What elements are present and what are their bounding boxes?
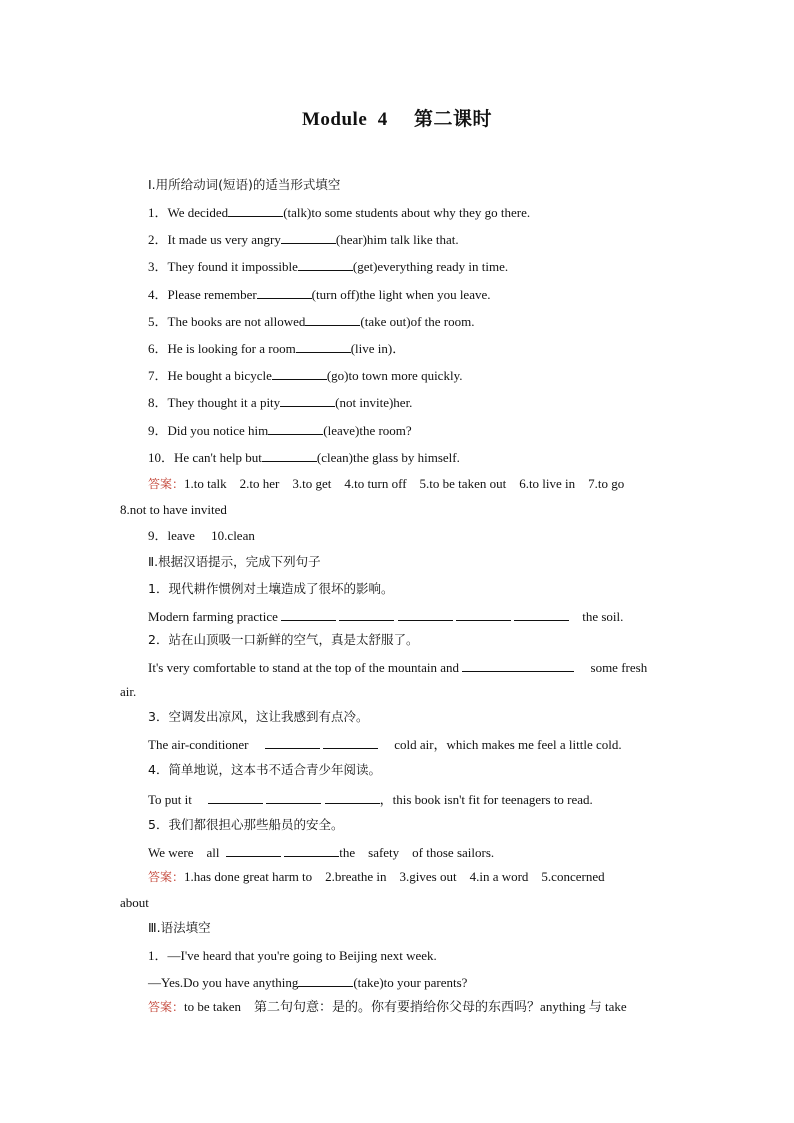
item-text-before: He bought a bicycle — [167, 368, 272, 383]
sentence-text: We were all — [148, 845, 220, 860]
sentence-text: ，this book isn't fit for teenagers to read. — [379, 792, 593, 807]
sentence-text: It's very comfortable to stand at the top of the mountain and — [148, 660, 460, 675]
sentence-text: The air-conditioner — [148, 737, 249, 752]
answer-blank — [265, 736, 320, 749]
exercise-1-item — [148, 258, 508, 275]
item-text-before: The books are not allowed — [167, 314, 306, 329]
answer-blank — [284, 844, 339, 857]
page-title: Module 4 第二课时 — [301, 109, 493, 130]
item-number: 4． — [148, 287, 168, 302]
grammar-item-1-line-1: 1．—I've heard that you're going to Beijing next week. — [148, 948, 437, 963]
answer-blank — [266, 791, 321, 804]
exercise-1-item — [148, 340, 405, 357]
item-number: 5． — [148, 314, 168, 329]
answer-blank — [298, 258, 353, 271]
sentence-text: the soil. — [582, 609, 624, 624]
translation-sentence-3 — [148, 736, 622, 753]
section-3-heading: Ⅲ.语法填空 — [148, 920, 211, 935]
section-1-answer-cont: 8.not to have invited — [120, 502, 227, 517]
item-number: 3． — [148, 259, 168, 274]
item-text-after: (not invite)her. — [335, 395, 413, 410]
item-text-before: He is looking for a room — [167, 341, 296, 356]
answer-text: 1.has done great harm to 2.breathe in 3.gives out 4.in a word 5.concerned — [184, 869, 605, 884]
translation-sentence-2-cont: air. — [120, 684, 137, 699]
answer-blank — [514, 608, 569, 621]
item-text-after: (go)to town more quickly. — [326, 368, 463, 383]
item-number: 8． — [148, 395, 168, 410]
sentence-text: (take)to your parents? — [353, 975, 468, 990]
translation-sentence-5 — [148, 844, 494, 861]
answer-blank — [398, 608, 453, 621]
translation-prompt-3: 3．空调发出凉风，这让我感到有点冷。 — [148, 709, 369, 724]
answer-blank — [339, 608, 394, 621]
answer-blank — [456, 608, 511, 621]
answer-label: 答案： — [148, 1000, 185, 1014]
translation-prompt-4: 4．简单地说，这本书不适合青少年阅读。 — [148, 762, 381, 777]
answer-blank — [268, 422, 323, 435]
exercise-1-item — [148, 422, 412, 439]
exercise-1-item — [148, 313, 475, 330]
sentence-text: Modern farming practice — [148, 609, 278, 624]
section-2-answer — [148, 869, 605, 885]
grammar-item-1-line-2 — [148, 974, 467, 991]
item-text-after: (leave)the room? — [323, 423, 412, 438]
item-number: 2． — [148, 232, 168, 247]
exercise-1-item — [148, 286, 491, 303]
item-number: 6． — [148, 341, 168, 356]
item-text-before: They found it impossible — [167, 259, 298, 274]
answer-blank — [462, 659, 574, 672]
answer-blank — [257, 286, 312, 299]
answer-blank — [325, 791, 380, 804]
answer-blank — [272, 367, 327, 380]
answer-blank — [228, 204, 283, 217]
answer-text: 1.to talk 2.to her 3.to get 4.to turn off 5.to be taken out 6.to live in 7.to go — [184, 476, 625, 491]
sentence-text: cold air，which makes me feel a little cold. — [394, 737, 622, 752]
item-number: 7． — [148, 368, 168, 383]
item-number: 9． — [148, 423, 168, 438]
translation-sentence-1 — [148, 608, 623, 625]
answer-blank — [208, 791, 263, 804]
answer-blank — [298, 974, 353, 987]
section-1-heading: Ⅰ.用所给动词(短语)的适当形式填空 — [148, 177, 341, 192]
section-1-answer-cont: 9．leave 10.clean — [148, 528, 255, 543]
item-text-before: They thought it a pity — [167, 395, 281, 410]
sentence-text: the safety of those sailors. — [339, 845, 495, 860]
exercise-1-item — [148, 449, 460, 466]
item-text-after: (live in)． — [350, 341, 406, 356]
item-text-after: (get)everything ready in time. — [352, 259, 509, 274]
answer-blank — [281, 231, 336, 244]
section-2-heading: Ⅱ.根据汉语提示，完成下列句子 — [148, 554, 321, 569]
section-1-answer — [148, 476, 624, 492]
answer-blank — [262, 449, 317, 462]
section-2-answer-cont: about — [120, 895, 149, 910]
exercise-1-item — [148, 394, 412, 411]
item-text-after: (take out)of the room. — [360, 314, 475, 329]
answer-label: 答案： — [148, 477, 185, 491]
item-text-before: We decided — [167, 205, 229, 220]
translation-prompt-5: 5．我们都很担心那些船员的安全。 — [148, 817, 344, 832]
translation-sentence-4 — [148, 791, 593, 808]
item-text-after: (hear)him talk like that. — [335, 232, 459, 247]
item-text-after: (turn off)the light when you leave. — [311, 287, 491, 302]
answer-blank — [305, 313, 360, 326]
answer-blank — [281, 608, 336, 621]
answer-blank — [296, 340, 351, 353]
exercise-1-item — [148, 231, 459, 248]
sentence-text: —Yes.Do you have anything — [148, 975, 299, 990]
item-text-before: He can't help but — [174, 450, 262, 465]
answer-label: 答案： — [148, 870, 185, 884]
section-3-answer — [148, 999, 627, 1015]
item-text-after: (talk)to some students about why they go there. — [283, 205, 531, 220]
exercise-1-item — [148, 367, 462, 384]
item-number: 1． — [148, 205, 168, 220]
translation-sentence-2 — [148, 659, 647, 676]
translation-prompt-2: 2．站在山顶吸一口新鲜的空气，真是太舒服了。 — [148, 632, 419, 647]
answer-blank — [280, 394, 335, 407]
sentence-text: some fresh — [590, 660, 648, 675]
answer-blank — [323, 736, 378, 749]
item-number: 10． — [148, 450, 175, 465]
item-text-before: Did you notice him — [167, 423, 269, 438]
exercise-1-item — [148, 204, 530, 221]
item-text-before: Please remember — [167, 287, 257, 302]
sentence-text: To put it — [148, 792, 192, 807]
answer-text: to be taken 第二句句意：是的。你有要捎给你父母的东西吗？anything 与 take — [184, 999, 627, 1014]
translation-prompt-1: 1．现代耕作惯例对土壤造成了很坏的影响。 — [148, 581, 394, 596]
item-text-after: (clean)the glass by himself. — [316, 450, 460, 465]
item-text-before: It made us very angry — [167, 232, 281, 247]
answer-blank — [226, 844, 281, 857]
